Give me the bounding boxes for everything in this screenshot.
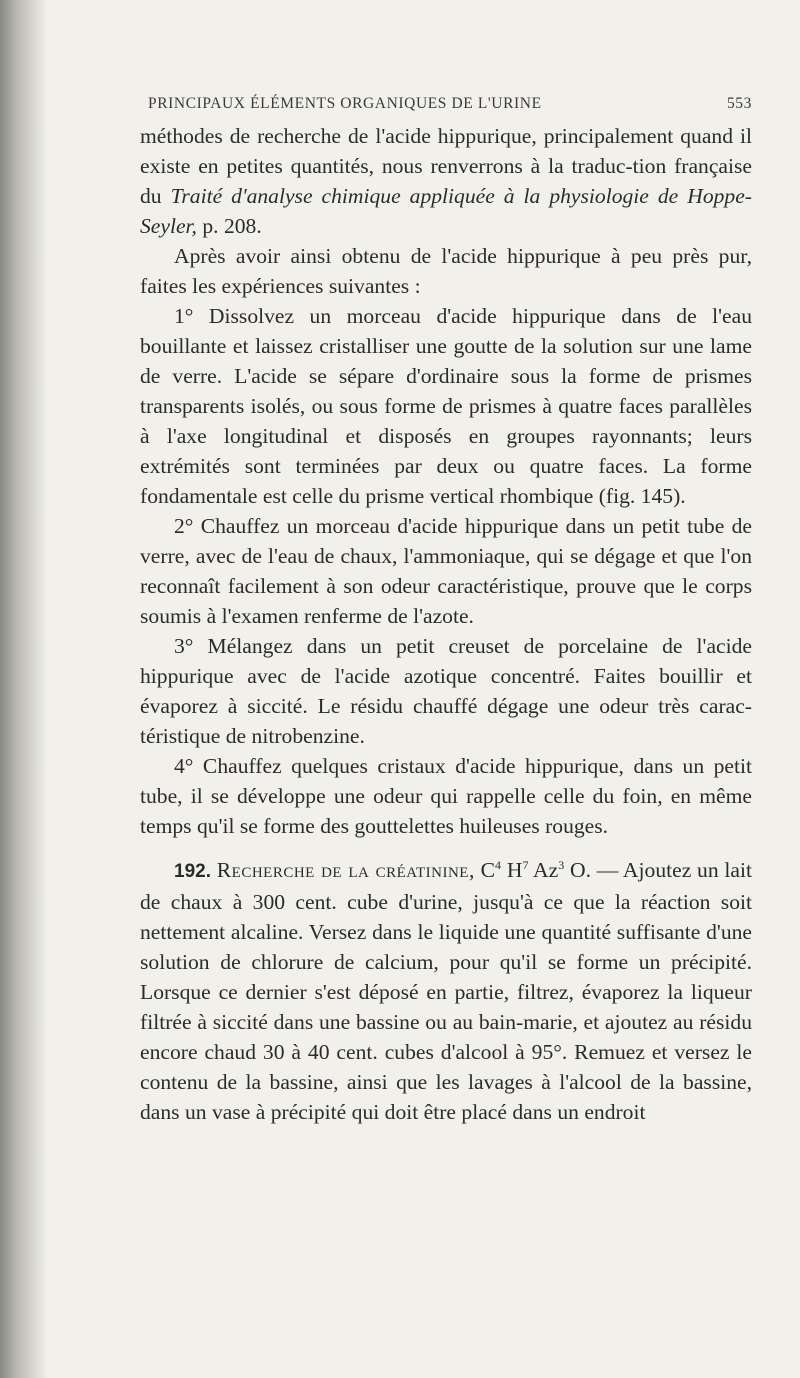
chemical-formula: $C^4$ $H^7$ Az$^3$ O. <box>480 857 591 882</box>
experiment-4: 4° Chauffez quelques cristaux d'acide hippurique, dans un petit tube, il se développe une odeur qui rappelle celle du foin, en même temps qu'il se forme des gouttelettes huileuses rouges. <box>140 754 752 838</box>
section-number: 192. <box>174 861 211 882</box>
page-reference: p. 208. <box>196 214 262 238</box>
binding-shadow <box>0 0 48 1378</box>
experiment-3: 3° Mélangez dans un petit creuset de porcelaine de l'acide hippurique avec de l'acide azotique concentré. Faites bouillir et évaporez à siccité. Le résidu chauffé dégage une odeur très carac-téristique de nitrobenzine. <box>140 634 752 748</box>
paragraph-intro: Après avoir ainsi obtenu de l'acide hippurique à peu près pur, faites les expériences suivantes : <box>140 244 752 298</box>
book-reference: Traité d'analyse chimique appliquée à la physiologie de Hoppe-Seyler, <box>140 184 752 238</box>
section-192 <box>140 855 752 1127</box>
paragraph-text: méthodes de recherche de l'acide hippurique, principalement quand il existe en petites quantités, nous renverrons à la traduc-tion française du <box>140 124 752 208</box>
experiment-1: 1° Dissolvez un morceau d'acide hippurique dans de l'eau bouillante et laissez cristalliser une goutte de la solution sur une lame de verre. L'acide se sépare d'ordinaire sous la forme de prismes transparents isolés, ou sous forme de prismes à quatre faces parallèles à l'axe longitudinal et disposés en groupes rayonnants; leurs extrémités sont terminées par deux ou quatre faces. La forme fondamentale est celle du prisme vertical rhombique (fig. 145). <box>140 304 752 508</box>
section-heading: Recherche de la créatinine, <box>216 858 475 882</box>
page-number: 553 <box>726 95 752 112</box>
book-page <box>140 95 752 1127</box>
running-title: PRINCIPAUX ÉLÉMENTS ORGANIQUES DE L'URINE <box>148 95 542 112</box>
running-head <box>140 95 752 119</box>
body-text <box>140 121 752 1127</box>
section-text: — Ajoutez un lait de chaux à 300 cent. cube d'urine, jusqu'à ce que la réaction soit nettement alcaline. Versez dans le liquide une quantité suffisante d'une solution de chlorure de calcium, pour qu'il se forme un précipité. Lorsque ce dernier s'est déposé en partie, filtrez, évaporez la liqueur filtrée à siccité dans une bassine ou au bain-marie, et ajoutez au résidu encore chaud 30 à 40 cent. cubes d'alcool à 95°. Remuez et versez le contenu de la bassine, ainsi que les lavages à l'alcool de la bassine, dans un vase à précipité qui doit être placé dans un endroit <box>140 858 753 1124</box>
experiment-2: 2° Chauffez un morceau d'acide hippurique dans un petit tube de verre, avec de l'eau de chaux, l'ammoniaque, qui se dégage et que l'on reconnaît facilement à son odeur caractéristique, prouve que le corps soumis à l'examen renferme de l'azote. <box>140 514 752 628</box>
paragraph-continuation <box>140 121 752 241</box>
